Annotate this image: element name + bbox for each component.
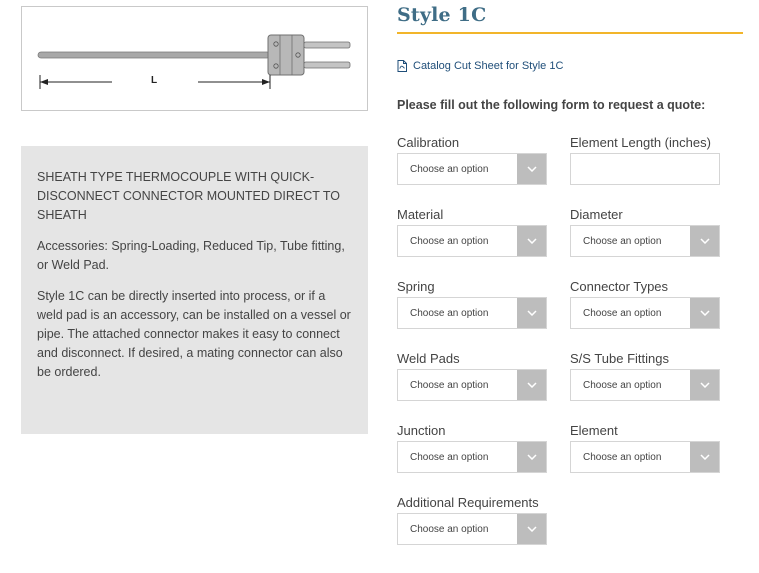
product-description xyxy=(21,146,368,434)
tube-fittings-value: Choose an option xyxy=(583,379,662,391)
chevron-down-icon xyxy=(517,154,546,184)
chevron-down-icon xyxy=(690,298,719,328)
additional-requirements-value: Choose an option xyxy=(410,523,489,535)
chevron-down-icon xyxy=(690,370,719,400)
junction-value: Choose an option xyxy=(410,451,489,463)
calibration-select[interactable] xyxy=(397,153,547,185)
spring-select[interactable] xyxy=(397,297,547,329)
title-divider xyxy=(397,32,743,34)
tube-fittings-select[interactable] xyxy=(570,369,720,401)
chevron-down-icon xyxy=(517,514,546,544)
description-heading: SHEATH TYPE THERMOCOUPLE WITH QUICK-DISCONNECT CONNECTOR MOUNTED DIRECT TO SHEATH xyxy=(37,170,341,222)
weld-pads-select[interactable] xyxy=(397,369,547,401)
material-value: Choose an option xyxy=(410,235,489,247)
chevron-down-icon xyxy=(690,442,719,472)
element-label: Element xyxy=(570,423,618,438)
catalog-cut-sheet-link[interactable] xyxy=(397,60,563,72)
description-accessories: Accessories: Spring-Loading, Reduced Tip, Tube fitting, or Weld Pad. xyxy=(37,239,345,272)
additional-requirements-select[interactable] xyxy=(397,513,547,545)
product-image xyxy=(21,6,368,111)
page-title: Style 1C xyxy=(397,4,487,26)
junction-label: Junction xyxy=(397,423,446,438)
element-value: Choose an option xyxy=(583,451,662,463)
description-body: Style 1C can be directly inserted into process, or if a weld pad is an accessory, can be installed on a vessel or pipe. The attached connector makes it easy to connect and disconnect. If desired, a mating connector can also be ordered. xyxy=(37,289,351,379)
chevron-down-icon xyxy=(517,226,546,256)
material-select[interactable] xyxy=(397,225,547,257)
document-icon xyxy=(397,60,407,72)
element-select[interactable] xyxy=(570,441,720,473)
additional-requirements-label: Additional Requirements xyxy=(397,495,539,510)
chevron-down-icon xyxy=(517,442,546,472)
weld-pads-value: Choose an option xyxy=(410,379,489,391)
spring-label: Spring xyxy=(397,279,435,294)
diameter-select[interactable] xyxy=(570,225,720,257)
junction-select[interactable] xyxy=(397,441,547,473)
thermocouple-drawing xyxy=(22,7,369,112)
chevron-down-icon xyxy=(517,370,546,400)
catalog-link-label: Catalog Cut Sheet for Style 1C xyxy=(413,60,564,72)
material-label: Material xyxy=(397,207,444,222)
diameter-label: Diameter xyxy=(570,207,623,222)
connector-types-select[interactable] xyxy=(570,297,720,329)
calibration-value: Choose an option xyxy=(410,163,489,175)
diameter-value: Choose an option xyxy=(583,235,662,247)
connector-types-value: Choose an option xyxy=(583,307,662,319)
chevron-down-icon xyxy=(690,226,719,256)
form-intro: Please fill out the following form to request a quote: xyxy=(397,98,706,112)
dimension-label: L xyxy=(151,75,158,86)
spring-value: Choose an option xyxy=(410,307,489,319)
tube-fittings-label: S/S Tube Fittings xyxy=(570,351,669,366)
chevron-down-icon xyxy=(517,298,546,328)
calibration-label: Calibration xyxy=(397,135,460,150)
element-length-input[interactable] xyxy=(570,153,720,185)
connector-types-label: Connector Types xyxy=(570,279,669,294)
element-length-label: Element Length (inches) xyxy=(570,135,711,150)
weld-pads-label: Weld Pads xyxy=(397,351,460,366)
